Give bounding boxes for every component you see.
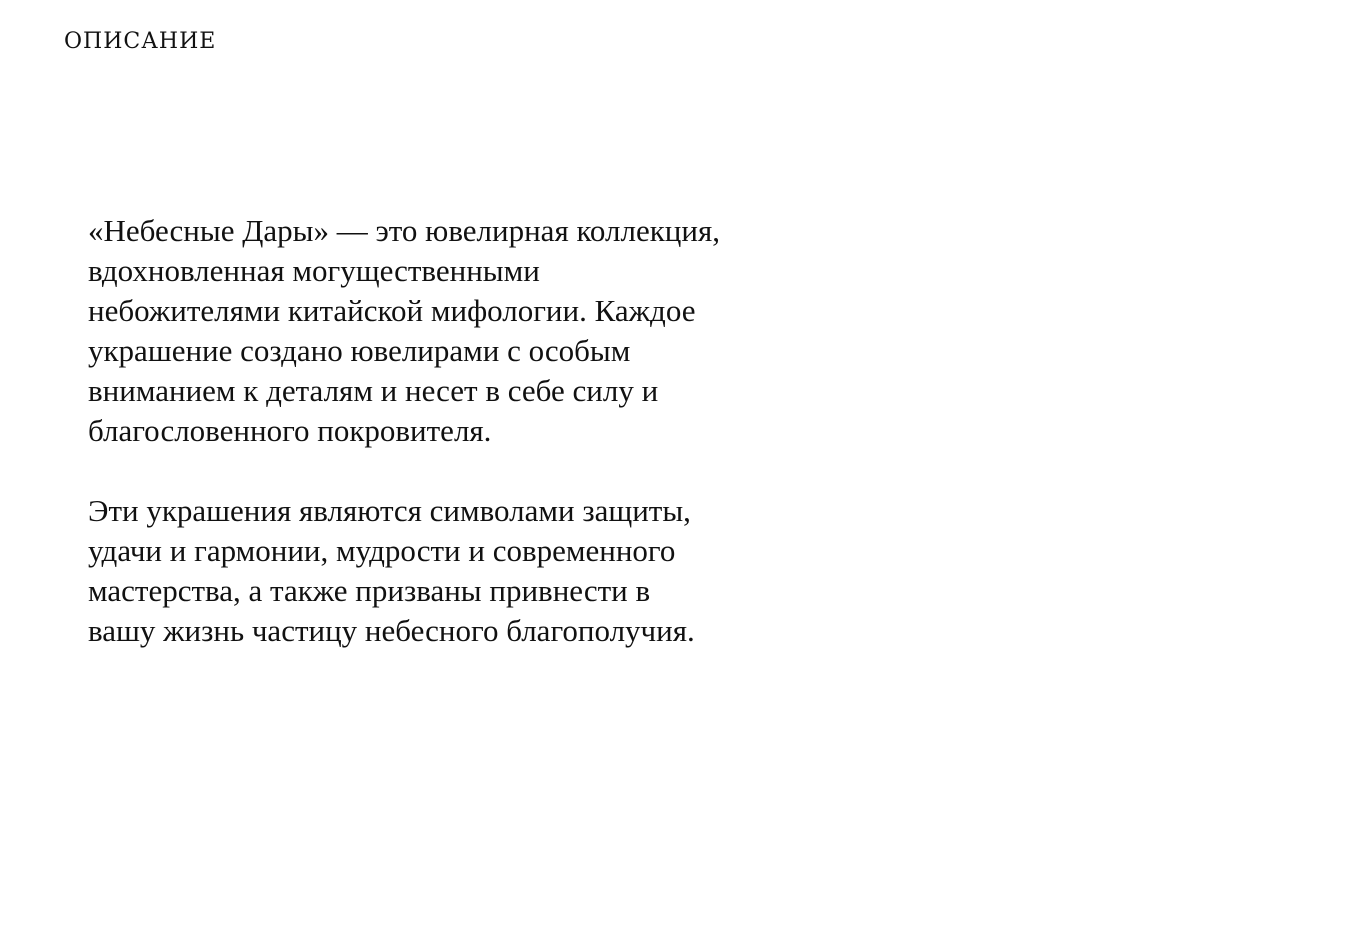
paragraph-line: украшение создано ювелирами с особым: [88, 333, 631, 368]
paragraph-line: небожителями китайской мифологии. Каждое: [88, 293, 696, 328]
paragraph-line: вашу жизнь частицу небесного благополучия.: [88, 613, 695, 648]
section-heading: ОПИСАНИЕ: [64, 29, 217, 54]
paragraph-line: удачи и гармонии, мудрости и современного: [88, 533, 676, 568]
paragraph-line: вниманием к деталям и несет в себе силу и: [88, 373, 659, 408]
paragraph-line: вдохновленная могущественными: [88, 253, 540, 288]
description-paragraph: [88, 211, 848, 451]
paragraph-line: Эти украшения являются символами защиты,: [88, 493, 691, 528]
paragraph-line: «Небесные Дары» — это ювелирная коллекция,: [88, 213, 720, 248]
paragraph-line: мастерства, а также призваны привнести в: [88, 573, 651, 608]
description-body: [88, 211, 848, 651]
paragraph-line: благословенного покровителя.: [88, 413, 492, 448]
description-paragraph: [88, 491, 848, 651]
